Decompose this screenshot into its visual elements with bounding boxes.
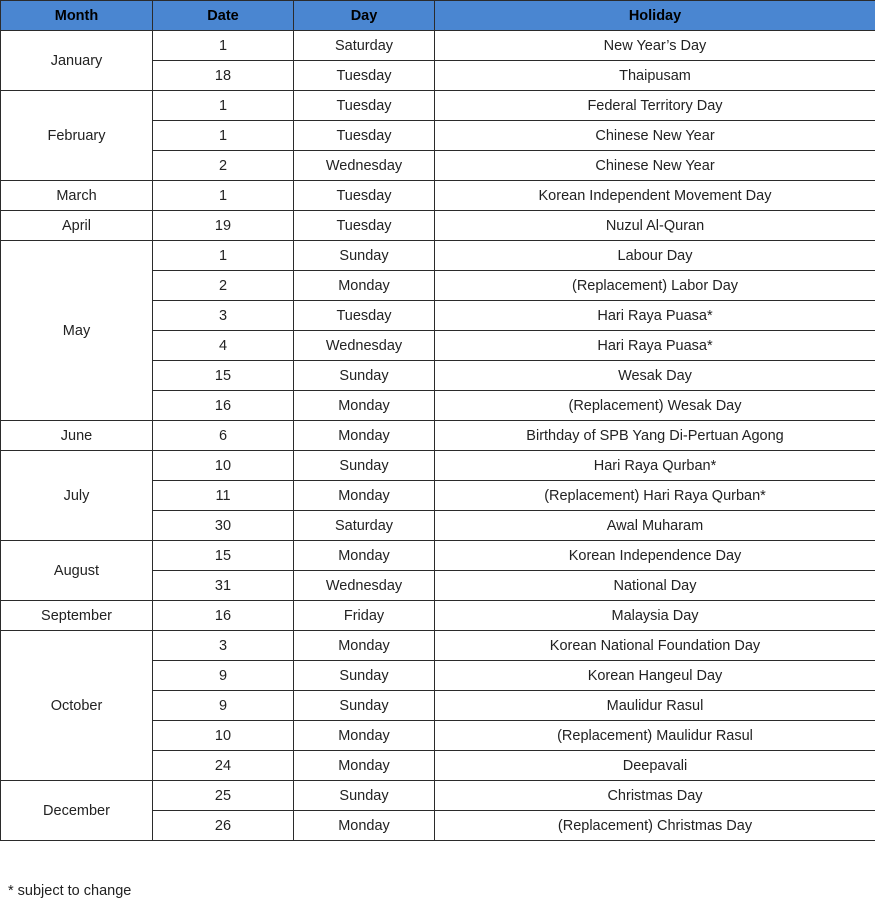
date-cell: 15 <box>153 541 294 571</box>
holiday-cell: Nuzul Al-Quran <box>435 211 875 241</box>
day-cell: Monday <box>294 631 435 661</box>
table-row <box>1 541 875 571</box>
date-cell: 25 <box>153 781 294 811</box>
holiday-cell: (Replacement) Maulidur Rasul <box>435 721 875 751</box>
day-cell: Monday <box>294 721 435 751</box>
table-row <box>1 781 875 811</box>
holiday-cell: Korean Independent Movement Day <box>435 181 875 211</box>
header-row <box>1 1 875 31</box>
date-cell: 16 <box>153 391 294 421</box>
month-cell: January <box>1 31 153 91</box>
holiday-cell: (Replacement) Christmas Day <box>435 811 875 841</box>
day-cell: Tuesday <box>294 61 435 91</box>
footnote: * subject to change <box>8 883 132 899</box>
month-cell: March <box>1 181 153 211</box>
date-cell: 3 <box>153 631 294 661</box>
day-cell: Sunday <box>294 661 435 691</box>
holiday-cell: Hari Raya Puasa* <box>435 301 875 331</box>
date-cell: 9 <box>153 661 294 691</box>
month-cell: July <box>1 451 153 541</box>
date-cell: 1 <box>153 91 294 121</box>
date-cell: 19 <box>153 211 294 241</box>
date-cell: 31 <box>153 571 294 601</box>
date-cell: 1 <box>153 241 294 271</box>
holiday-cell: Federal Territory Day <box>435 91 875 121</box>
date-cell: 16 <box>153 601 294 631</box>
date-cell: 2 <box>153 151 294 181</box>
date-cell: 1 <box>153 181 294 211</box>
month-cell: June <box>1 421 153 451</box>
month-cell: October <box>1 631 153 781</box>
table-row <box>1 601 875 631</box>
date-cell: 11 <box>153 481 294 511</box>
holiday-cell: Christmas Day <box>435 781 875 811</box>
month-cell: May <box>1 241 153 421</box>
table-row <box>1 91 875 121</box>
holiday-cell: Chinese New Year <box>435 121 875 151</box>
holiday-cell: Hari Raya Qurban* <box>435 451 875 481</box>
date-cell: 1 <box>153 121 294 151</box>
day-cell: Sunday <box>294 691 435 721</box>
month-cell: April <box>1 211 153 241</box>
date-cell: 26 <box>153 811 294 841</box>
day-cell: Wednesday <box>294 331 435 361</box>
date-cell: 9 <box>153 691 294 721</box>
column-header-date: Date <box>153 1 294 31</box>
day-cell: Monday <box>294 811 435 841</box>
day-cell: Sunday <box>294 781 435 811</box>
holiday-cell: Korean Hangeul Day <box>435 661 875 691</box>
day-cell: Sunday <box>294 451 435 481</box>
day-cell: Friday <box>294 601 435 631</box>
holiday-cell: Hari Raya Puasa* <box>435 331 875 361</box>
day-cell: Sunday <box>294 361 435 391</box>
table-row <box>1 31 875 61</box>
holiday-cell: Malaysia Day <box>435 601 875 631</box>
table-row <box>1 421 875 451</box>
day-cell: Monday <box>294 751 435 781</box>
table-body <box>1 31 875 841</box>
holiday-cell: (Replacement) Labor Day <box>435 271 875 301</box>
holiday-cell: Maulidur Rasul <box>435 691 875 721</box>
date-cell: 2 <box>153 271 294 301</box>
day-cell: Tuesday <box>294 211 435 241</box>
table-row <box>1 181 875 211</box>
day-cell: Saturday <box>294 31 435 61</box>
holiday-cell: Labour Day <box>435 241 875 271</box>
holiday-cell: Thaipusam <box>435 61 875 91</box>
holiday-cell: (Replacement) Wesak Day <box>435 391 875 421</box>
day-cell: Tuesday <box>294 181 435 211</box>
date-cell: 30 <box>153 511 294 541</box>
holiday-cell: Wesak Day <box>435 361 875 391</box>
holiday-cell: Awal Muharam <box>435 511 875 541</box>
day-cell: Tuesday <box>294 301 435 331</box>
column-header-holiday: Holiday <box>435 1 875 31</box>
holiday-cell: Birthday of SPB Yang Di-Pertuan Agong <box>435 421 875 451</box>
date-cell: 18 <box>153 61 294 91</box>
month-cell: December <box>1 781 153 841</box>
table-row <box>1 451 875 481</box>
day-cell: Monday <box>294 271 435 301</box>
holiday-cell: National Day <box>435 571 875 601</box>
holiday-cell: (Replacement) Hari Raya Qurban* <box>435 481 875 511</box>
month-cell: August <box>1 541 153 601</box>
date-cell: 10 <box>153 721 294 751</box>
table-row <box>1 631 875 661</box>
date-cell: 15 <box>153 361 294 391</box>
column-header-month: Month <box>1 1 153 31</box>
day-cell: Tuesday <box>294 91 435 121</box>
date-cell: 4 <box>153 331 294 361</box>
date-cell: 24 <box>153 751 294 781</box>
holiday-cell: New Year’s Day <box>435 31 875 61</box>
holiday-cell: Korean National Foundation Day <box>435 631 875 661</box>
day-cell: Wednesday <box>294 151 435 181</box>
table-row <box>1 241 875 271</box>
day-cell: Saturday <box>294 511 435 541</box>
holiday-cell: Chinese New Year <box>435 151 875 181</box>
date-cell: 10 <box>153 451 294 481</box>
date-cell: 3 <box>153 301 294 331</box>
day-cell: Tuesday <box>294 121 435 151</box>
holiday-cell: Deepavali <box>435 751 875 781</box>
day-cell: Monday <box>294 481 435 511</box>
holiday-cell: Korean Independence Day <box>435 541 875 571</box>
day-cell: Sunday <box>294 241 435 271</box>
date-cell: 1 <box>153 31 294 61</box>
table-row <box>1 211 875 241</box>
column-header-day: Day <box>294 1 435 31</box>
table-header <box>1 1 875 31</box>
date-cell: 6 <box>153 421 294 451</box>
day-cell: Monday <box>294 421 435 451</box>
month-cell: September <box>1 601 153 631</box>
day-cell: Monday <box>294 391 435 421</box>
month-cell: February <box>1 91 153 181</box>
day-cell: Wednesday <box>294 571 435 601</box>
day-cell: Monday <box>294 541 435 571</box>
